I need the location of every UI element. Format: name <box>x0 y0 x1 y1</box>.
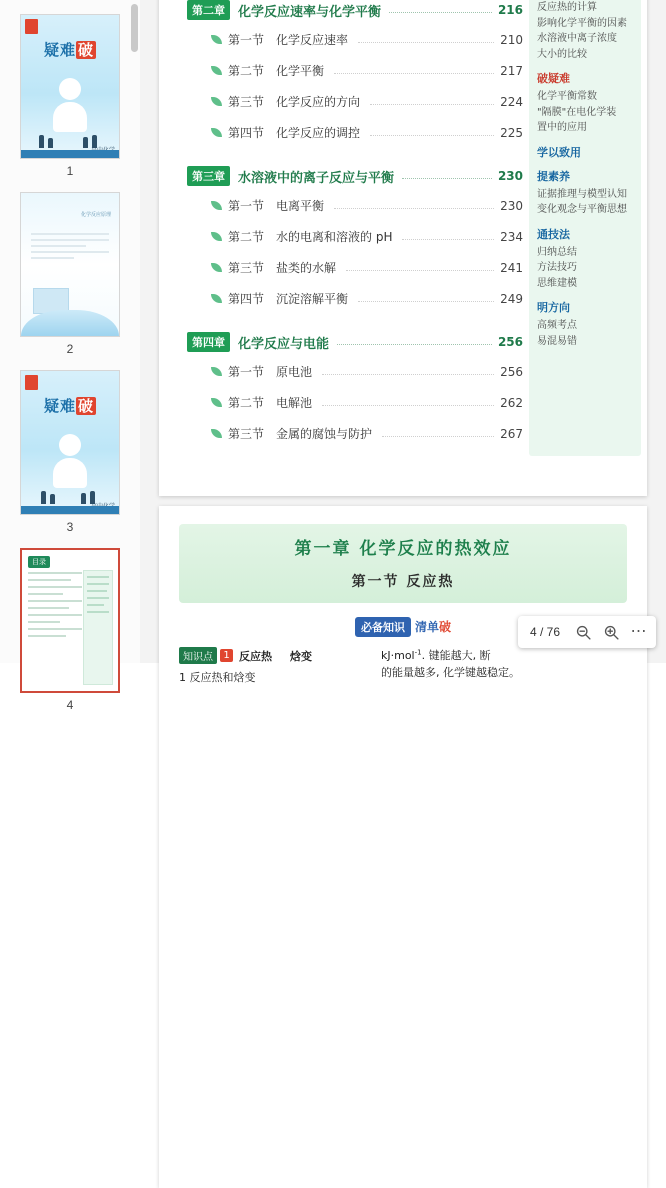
toc-section-title: 化学反应速率 <box>276 33 349 47</box>
toc-section-no: 第三节 <box>228 427 265 441</box>
toc-dots <box>402 169 492 179</box>
side-item: 置中的应用 <box>537 122 587 133</box>
toc-dots <box>358 33 494 43</box>
leaf-icon <box>211 201 222 210</box>
knowledge-point-tag: 知识点 <box>179 647 217 664</box>
side-block <box>537 299 633 349</box>
toc-section-title: 化学反应的调控 <box>276 126 361 140</box>
toc-dots <box>358 292 494 302</box>
toc-dots <box>322 396 494 406</box>
toc-chapter-title: 水溶液中的离子反应与平衡 <box>238 170 395 186</box>
thumbnail-image-4[interactable] <box>20 548 120 693</box>
toc-chapter-row[interactable] <box>187 332 523 352</box>
chapter-title: 第一章 化学反应的热效应 <box>294 539 512 559</box>
thumbnail-text-lines <box>31 233 109 263</box>
pdf-page-chapter1 <box>159 506 647 1188</box>
document-viewer[interactable] <box>140 0 666 684</box>
toc-dots <box>337 335 492 345</box>
toc-dots <box>322 365 494 375</box>
thumbnail-item-4[interactable] <box>18 548 122 712</box>
toc-section-page: 224 <box>500 94 523 109</box>
side-item: 化学平衡常数 <box>537 91 597 102</box>
toc-section-no: 第一节 <box>228 365 265 379</box>
cover-band <box>21 506 119 514</box>
leaf-icon <box>211 66 222 75</box>
thumbnail-label-2: 2 <box>66 342 74 356</box>
essential-knowledge-tag: 必备知识 <box>355 617 411 637</box>
side-block <box>537 168 633 218</box>
thumbnail-title-3: 疑难 破 <box>43 397 95 415</box>
toc-section-row[interactable] <box>211 55 523 86</box>
toc-dots <box>370 126 494 136</box>
leaf-icon <box>211 263 222 272</box>
thumbnail-toc-sidecol <box>83 570 113 685</box>
side-item: "隔膜"在电化学装 <box>537 106 617 118</box>
toc-section-no: 第二节 <box>228 230 265 244</box>
toc-section-row[interactable] <box>211 86 523 117</box>
knowledge-point-row <box>179 647 369 664</box>
toc-section-title: 原电池 <box>276 365 313 379</box>
thumbnail-label-1: 1 <box>66 164 74 178</box>
toc-section-no: 第一节 <box>228 33 265 47</box>
toc-section-title: 金属的腐蚀与防护 <box>276 427 373 441</box>
toc-section-page: 225 <box>500 125 523 140</box>
side-block <box>537 226 633 292</box>
thumbnail-item-1[interactable] <box>18 14 122 178</box>
toc-section-title: 沉淀溶解平衡 <box>276 292 349 306</box>
toc-section-row[interactable] <box>211 283 523 314</box>
toc-section-title: 化学反应的方向 <box>276 95 361 109</box>
toc-dots <box>370 95 494 105</box>
toc-section-page: 262 <box>500 395 523 410</box>
toc-section-page: 234 <box>500 229 523 244</box>
toc-entry-list <box>169 0 529 486</box>
side-block-heading: 通技法 <box>537 227 570 241</box>
side-block-heading: 学以致用 <box>537 145 581 159</box>
section-title: 第一节 反应热 <box>351 574 455 590</box>
toc-section-no: 第一节 <box>228 199 265 213</box>
toc-section-page: 267 <box>500 426 523 441</box>
essential-knowledge-banner <box>338 617 468 637</box>
more-options-icon[interactable]: ⋯ <box>630 623 648 640</box>
toc-chapter-page: 230 <box>497 169 523 183</box>
side-item: 思维建模 <box>537 277 577 289</box>
leaf-icon <box>211 398 222 407</box>
toc-section-title: 水的电离和溶液的 pH <box>276 230 393 244</box>
thumbnail-image-1[interactable] <box>20 14 120 159</box>
toc-section-no: 第二节 <box>228 396 265 410</box>
toc-chapter-badge: 第四章 <box>187 332 230 352</box>
side-block-heading: 破疑难 <box>537 72 570 85</box>
toc-section-no: 第三节 <box>228 261 265 275</box>
toc-section-title: 盐类的水解 <box>276 261 337 275</box>
side-block-heading: 提素养 <box>537 169 570 183</box>
toc-dots <box>382 427 494 437</box>
leaf-icon <box>211 128 222 137</box>
thumbnail-image-3[interactable] <box>20 370 120 515</box>
toc-section-row[interactable] <box>211 252 523 283</box>
cover-figure-icon <box>53 434 87 488</box>
toc-chapter-row[interactable] <box>187 166 523 186</box>
toc-dots <box>389 3 492 13</box>
leaf-icon <box>211 97 222 106</box>
right-column-line-2: 的能量越多, 化学键越稳定。 <box>381 666 520 680</box>
toc-dots <box>402 230 494 240</box>
side-item: 方法技巧 <box>537 262 577 273</box>
chapter-header-banner <box>179 524 627 603</box>
toc-chapter-page: 216 <box>497 3 523 17</box>
thumbnail-label-4: 4 <box>66 698 74 712</box>
thumbnail-toc-tag: 目录 <box>28 556 50 568</box>
thumbnail-item-2[interactable] <box>18 192 122 356</box>
side-item: 变化观念与平衡思想 <box>537 204 627 215</box>
body-paragraph: 1 反应热和焓变 <box>179 671 256 684</box>
leaf-icon <box>211 367 222 376</box>
toc-section-page: 241 <box>500 260 523 275</box>
toc-chapter-title: 化学反应速率与化学平衡 <box>238 4 382 20</box>
toc-section-page: 249 <box>500 291 523 306</box>
toc-section-row[interactable] <box>211 356 523 387</box>
toc-section-no: 第四节 <box>228 292 265 306</box>
toc-section-row[interactable] <box>211 190 523 221</box>
toc-side-panel <box>529 0 641 456</box>
knowledge-point-name: 反应热 <box>239 649 272 663</box>
toc-chapter-badge: 第三章 <box>187 166 230 186</box>
side-item: 证据推理与模型认知 <box>537 188 627 200</box>
knowledge-point-name-2: 焓变 <box>290 649 312 663</box>
right-column-line-1: kJ·mol$^{-1}$. 键能越大, 断 <box>381 648 491 662</box>
page-indicator: 4 / 76 <box>529 625 560 639</box>
side-item: 高频考点 <box>537 320 577 331</box>
leaf-icon <box>211 35 222 44</box>
toc-section-page: 256 <box>500 364 523 379</box>
side-block-heading: 明方向 <box>537 301 570 314</box>
thumbnail-title-1: 疑难 破 <box>43 41 95 59</box>
toc-chapter-page: 256 <box>497 335 523 349</box>
toc-dots <box>334 199 494 209</box>
zoom-in-icon[interactable] <box>598 619 624 645</box>
side-block <box>537 70 633 136</box>
toc-section-page: 230 <box>500 198 523 213</box>
thumbnail-item-3[interactable] <box>18 370 122 534</box>
toc-section-title: 电离平衡 <box>276 199 325 213</box>
toc-chapter-badge: 第二章 <box>187 0 230 20</box>
side-block <box>537 144 633 160</box>
badge-icon <box>25 375 38 390</box>
side-item: 反应热的计算 <box>537 2 597 13</box>
cover-figure-icon <box>53 78 87 132</box>
toc-dots <box>346 261 494 271</box>
side-item: 影响化学平衡的因素 <box>537 17 627 29</box>
toc-section-title: 化学平衡 <box>276 64 325 78</box>
toc-section-no: 第二节 <box>228 64 265 78</box>
essential-knowledge-text: 清单 <box>414 620 439 634</box>
sidebar-scrollbar-thumb[interactable] <box>131 4 138 52</box>
toc-chapter-row[interactable] <box>187 0 523 20</box>
zoom-out-icon[interactable] <box>570 619 596 645</box>
side-item: 水溶液中离子浓度 <box>537 33 617 44</box>
viewer-toolbar[interactable] <box>518 616 656 648</box>
toc-chapter-title: 化学反应与电能 <box>238 336 330 352</box>
toc-section-row[interactable] <box>211 418 523 449</box>
side-item: 归纳总结 <box>537 246 577 258</box>
leaf-icon <box>211 294 222 303</box>
badge-icon <box>25 19 38 34</box>
toc-section-row[interactable] <box>211 221 523 252</box>
side-item: 易混易错 <box>537 335 577 347</box>
knowledge-point-number: 1 <box>220 649 233 662</box>
toc-section-no: 第三节 <box>228 95 265 109</box>
toc-section-row[interactable] <box>211 24 523 55</box>
toc-dots <box>334 64 494 74</box>
thumbnail-label-3: 3 <box>66 520 74 534</box>
thumbnail-image-2[interactable] <box>20 192 120 337</box>
toc-section-row[interactable] <box>211 387 523 418</box>
thumbnail-header-2: 化学反应原理 <box>80 212 111 218</box>
toc-section-page: 210 <box>500 32 523 47</box>
thumbnail-sidebar[interactable] <box>0 0 140 712</box>
toc-section-title: 电解池 <box>276 396 313 410</box>
toc-section-page: 217 <box>500 63 523 78</box>
toc-section-row[interactable] <box>211 117 523 148</box>
side-block <box>537 0 633 62</box>
sidebar-scrollbar[interactable] <box>131 0 138 663</box>
essential-knowledge-text-hl: 破 <box>439 620 452 634</box>
leaf-icon <box>211 232 222 241</box>
toc-section-no: 第四节 <box>228 126 265 140</box>
cover-band <box>21 150 119 158</box>
thumbnail-toc-lines <box>28 572 82 642</box>
side-item: 大小的比较 <box>537 48 587 60</box>
leaf-icon <box>211 429 222 438</box>
pdf-page-toc <box>159 0 647 496</box>
